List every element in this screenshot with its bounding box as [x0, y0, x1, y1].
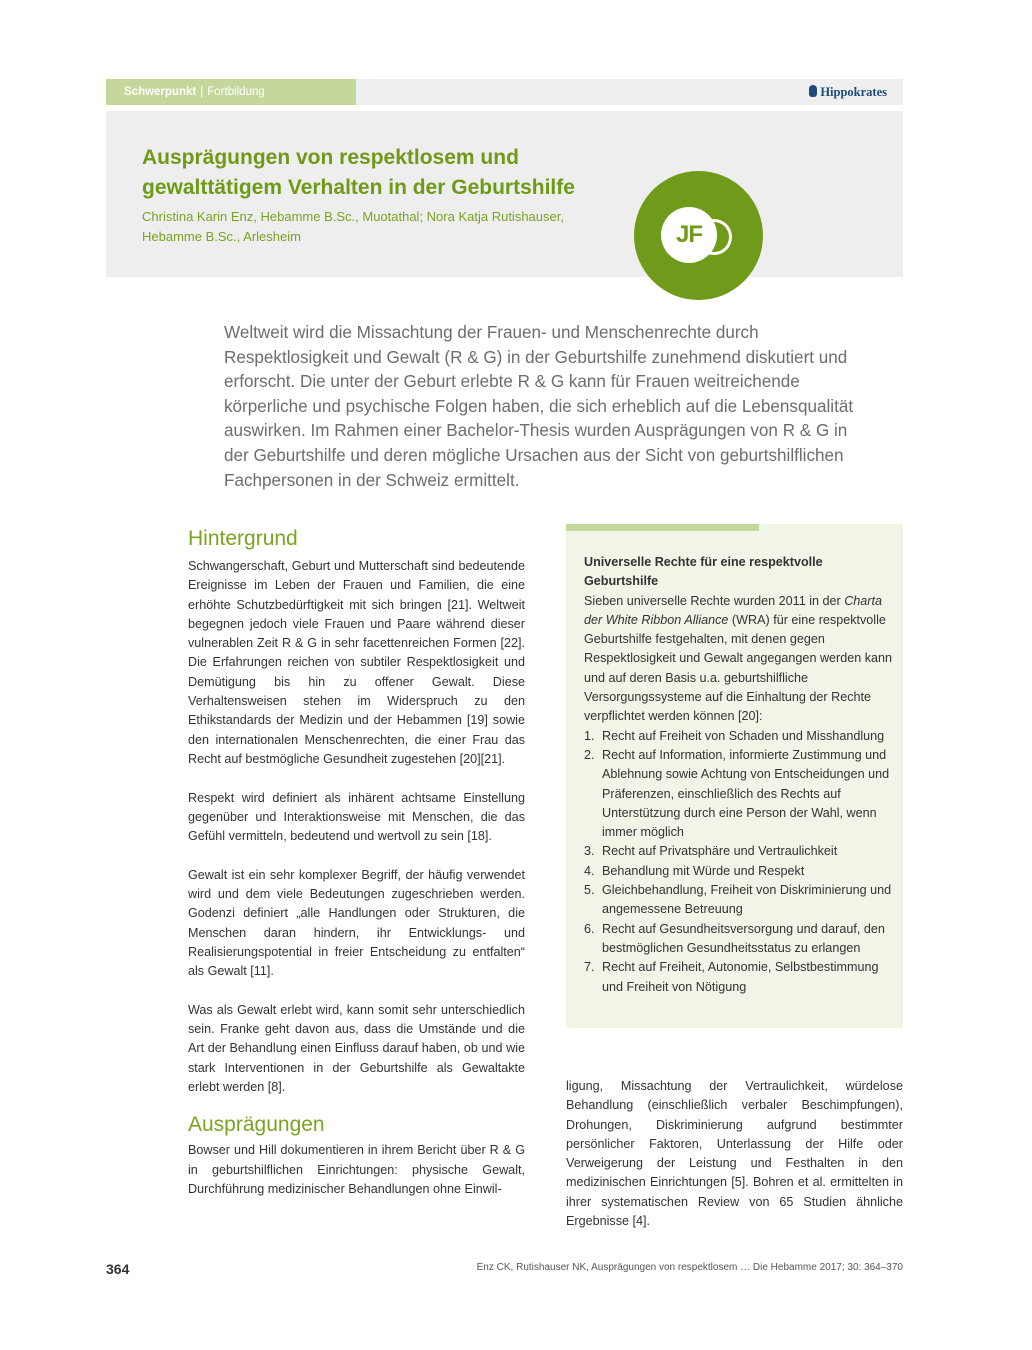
subsection-name: Fortbildung	[207, 86, 265, 98]
title-block	[106, 111, 903, 277]
right-column-text: ligung, Missachtung der Vertraulichkeit, würdelose Behandlung (einschließlich verbaler Beschimpfungen), Drohungen, Diskriminierung aufgrund bestimmter persönlicher Faktoren, Unterlassung der Hilfe oder Verweigerung der Leistung und Festhalten in den medizinischen Einrichtungen [5]. Bohren et al. ermittelten in ihrer systematischen Review von 65 Studien ähnliche Ergebnisse [4].	[566, 1079, 903, 1229]
article-title: Ausprägungen von respektlosem und gewalttätigem Verhalten in der Geburtshilfe	[142, 146, 575, 199]
body-paragraph: Gewalt ist ein sehr komplexer Begriff, der häufig verwendet wird und dem viele Bedeutungen zugeschrieben werden. Godenzi definiert „alle Handlungen oder Strukturen, die Menschen daran hindern, ihr Entwicklungs- und Realisierungspotential in freier Entscheidung zu entfalten“ als Gewalt [11].	[188, 867, 525, 979]
article-authors: Christina Karin Enz, Hebamme B.Sc., Muotathal; Nora Katja Rutishauser, Hebamme B.Sc., Arlesheim	[142, 209, 564, 244]
publisher-logo	[809, 79, 887, 105]
lead-paragraph: Weltweit wird die Missachtung der Frauen- und Menschenrechte durch Respektlosigkeit und Gewalt (R & G) in der Geburtshilfe zunehmend diskutiert und erforscht. Die unter der Geburt erlebte R & G kann für Frauen weitreichende körperliche und psychische Folgen haben, die sich erheblich auf die Lebensqualität auswirken. Im Rahmen einer Bachelor-Thesis wurden Ausprägungen von R & G in der Geburtshilfe und deren mögliche Ursachen aus der Sicht von geburtshilflichen Fachpersonen in der Schweiz ermittelt.	[224, 323, 854, 490]
info-box	[566, 524, 903, 1028]
list-item: 1. Recht auf Freiheit von Schaden und Misshandlung	[584, 728, 885, 743]
body-paragraph: Respekt wird definiert als inhärent achtsame Einstellung gegenüber und Interaktionsweise mit Menschen, die das Gefühl vermitteln, bedeutend und wertvoll zu sein [18].	[188, 790, 525, 844]
info-box-content	[584, 553, 894, 997]
body-paragraph: Was als Gewalt erlebt wird, kann somit sehr unterschiedlich sein. Franke geht davon aus, dass die Umstände und die Art der Behandlung einen Einfluss darauf haben, ob und wie stark Interventionen in der Geburtshilfe als Gewaltakte erlebt werden [8].	[188, 1002, 525, 1095]
hippokrates-logo-icon	[809, 85, 817, 97]
info-box-accent-bar	[566, 524, 759, 531]
section-label	[106, 79, 356, 105]
footer-citation: Enz CK, Rutishauser NK, Ausprägungen von respektlosem … Die Hebamme 2017; 30: 364–370	[476, 1262, 903, 1273]
section-name: Schwerpunkt	[124, 86, 197, 98]
left-column	[188, 524, 525, 1199]
publisher-name: Hippokrates	[820, 85, 887, 99]
section-separator: |	[200, 86, 204, 98]
header-bar	[106, 79, 903, 105]
list-item: 2. Recht auf Information, informierte Zustimmung und Ablehnung sowie Achtung von Entscheidungen und Präferenzen, einschließlich des Rechts auf Unterstützung durch eine Person der Wahl, wenn immer möglich	[584, 747, 890, 840]
rights-list	[584, 727, 894, 997]
badge-label: JF	[675, 221, 702, 248]
list-item: 7. Recht auf Freiheit, Autonomie, Selbstbestimmung und Freiheit von Nötigung	[584, 960, 879, 994]
heading-auspraegungen: Ausprägungen	[188, 1113, 325, 1137]
page-number: 364	[106, 1261, 130, 1277]
list-item: 5. Gleichbehandlung, Freiheit von Diskriminierung und angemessene Betreuung	[584, 883, 892, 917]
list-item: 4. Behandlung mit Würde und Respekt	[584, 863, 805, 878]
body-paragraph: Bowser und Hill dokumentieren in ihrem Bericht über R & G in geburtshilflichen Einrichtungen: physische Gewalt, Durchführung medizinischer Behandlungen ohne Einwil-	[188, 1143, 525, 1196]
info-box-intro: Sieben universelle Rechte wurden 2011 in der Charta der White Ribbon Alliance (WRA) für eine respektvolle Geburtshilfe festgehalten, mit denen gegen Respektlosigkeit und Gewalt angegangen werden kann und auf deren Basis u.a. geburtshilfliche Versorgungssysteme auf die Einhaltung der Rechte verpflichtet werden können [20]:	[584, 593, 893, 724]
info-box-title: Universelle Rechte für eine respektvolle Geburtshilfe	[584, 555, 823, 589]
jf-badge-icon	[634, 171, 763, 300]
body-paragraph: Schwangerschaft, Geburt und Mutterschaft sind bedeutende Ereignisse im Leben der Frauen und Familien, die eine erhöhte Schutzbedürftigkeit mit sich bringen [21]. Weltweit begegnen jedoch viele Frauen und Paare während dieser vulnerablen Zeit R & G in sehr facettenreichen Formen [22]. Die Erfahrungen reichen von subtiler Respektlosigkeit und Demütigung bis hin zu offener Gewalt. Diese Verhaltensweisen stehen im Widerspruch zu den Ethikstandards der Medizin und der Hebammen [19] sowie den internationalen Menschenrechten, die einer Frau das Recht auf bestmögliche Gesundheit zugestehen [20][21].	[188, 559, 525, 766]
heading-hintergrund: Hintergrund	[188, 527, 298, 550]
list-item: 3. Recht auf Privatsphäre und Vertraulichkeit	[584, 844, 838, 859]
list-item: 6. Recht auf Gesundheitsversorgung und darauf, den bestmöglichen Gesundheitsstatus zu erlangen	[584, 921, 885, 955]
